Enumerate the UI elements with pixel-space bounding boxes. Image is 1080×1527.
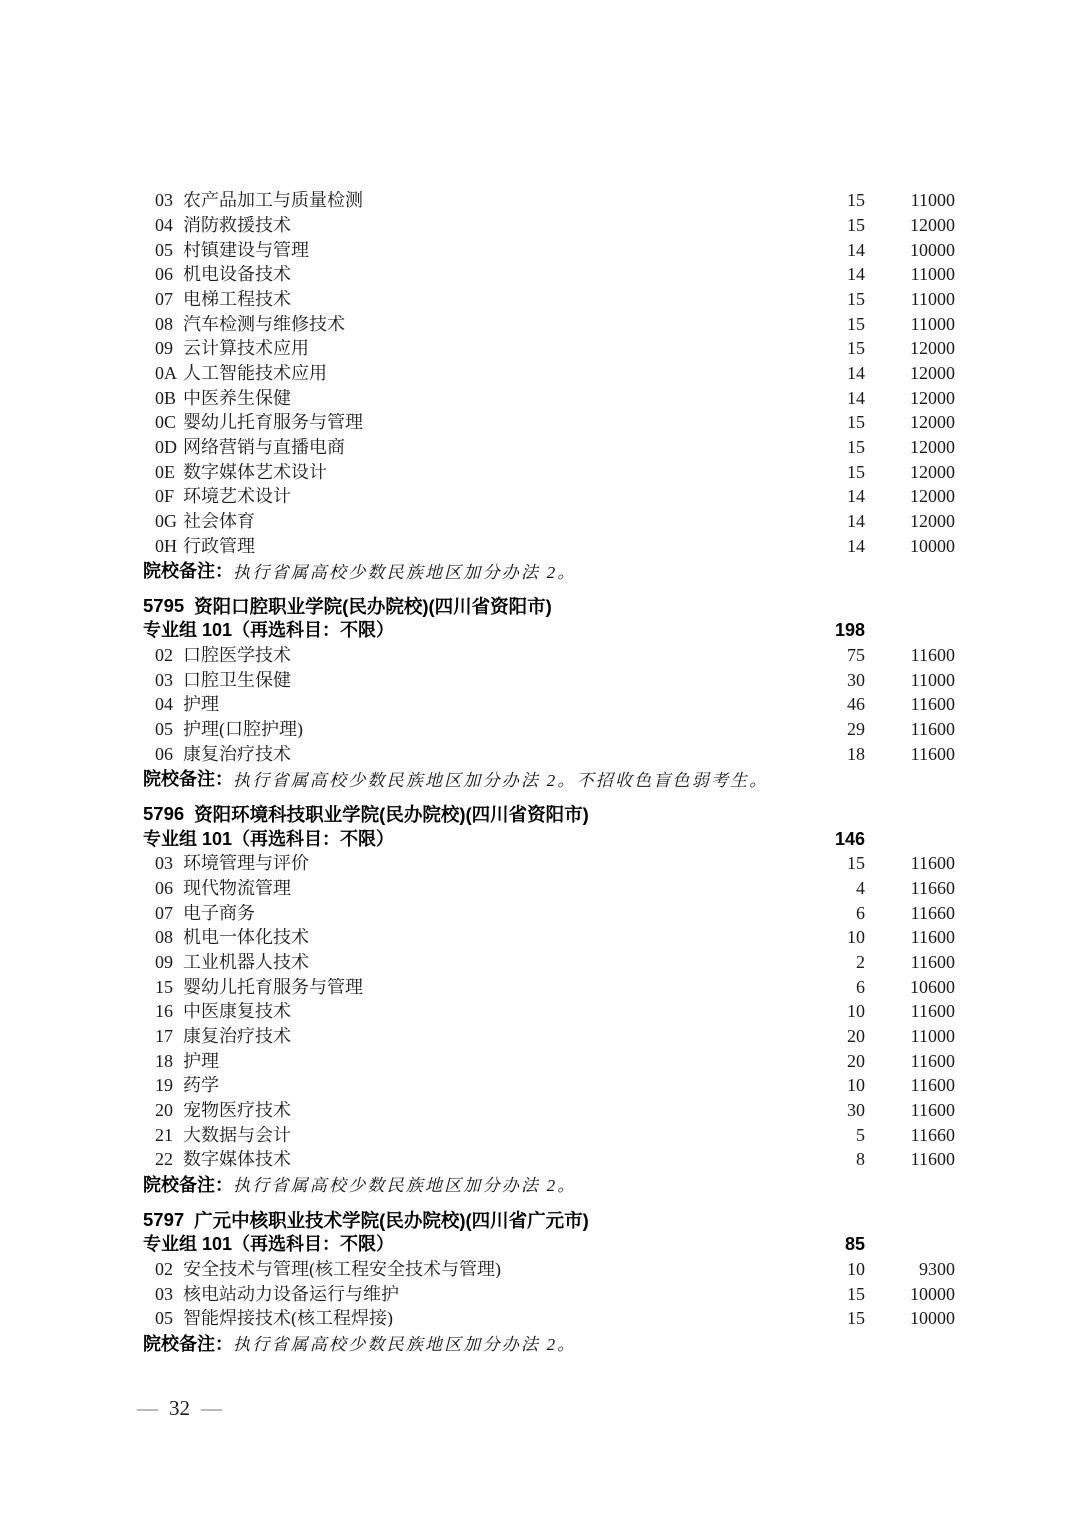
- major-fee: 11600: [910, 1001, 955, 1022]
- major-name: 婴幼儿托育服务与管理: [183, 413, 363, 432]
- major-name: 现代物流管理: [183, 879, 291, 898]
- major-fee: 11000: [910, 288, 955, 309]
- major-row: [143, 925, 955, 950]
- school-section: [143, 594, 955, 791]
- major-fee: 12000: [910, 412, 955, 433]
- major-count: 30: [847, 669, 865, 690]
- major-name: 护理(口腔护理): [183, 720, 303, 739]
- major-name: 人工智能技术应用: [183, 363, 327, 382]
- major-row: [143, 237, 955, 262]
- major-code: 0H: [155, 535, 177, 556]
- major-group-header: [143, 826, 955, 851]
- major-code: 04: [155, 214, 173, 235]
- remark-label: 院校备注：: [143, 1174, 233, 1195]
- footer-right-dash: —: [201, 1396, 222, 1420]
- major-count: 15: [847, 313, 865, 334]
- major-count: 5: [856, 1124, 865, 1145]
- major-code: 03: [155, 1283, 173, 1304]
- major-code: 0F: [155, 486, 175, 507]
- major-name: 工业机器人技术: [183, 953, 309, 972]
- major-row: [143, 692, 955, 717]
- remark-label: 院校备注：: [143, 561, 233, 582]
- major-count: 30: [847, 1099, 865, 1120]
- school-code: 5796: [143, 803, 185, 825]
- major-fee: 12000: [910, 486, 955, 507]
- major-count: 10: [847, 927, 865, 948]
- major-code: 0B: [155, 387, 177, 408]
- major-name: 大数据与会计: [183, 1125, 291, 1144]
- major-count: 15: [847, 1308, 865, 1329]
- major-fee: 10600: [910, 976, 955, 997]
- major-row: [143, 1024, 955, 1049]
- major-row: [143, 643, 955, 668]
- major-row: [143, 484, 955, 509]
- major-row: [143, 533, 955, 558]
- major-count: 14: [847, 387, 865, 408]
- major-count: 2: [856, 952, 865, 973]
- major-name: 数字媒体艺术设计: [183, 462, 327, 481]
- major-name: 宠物医疗技术: [183, 1100, 291, 1119]
- major-code: 04: [155, 694, 173, 715]
- major-count: 6: [856, 976, 865, 997]
- major-count: 14: [847, 535, 865, 556]
- major-fee: 11600: [910, 927, 955, 948]
- major-count: 10: [847, 1001, 865, 1022]
- major-fee: 11660: [910, 1124, 955, 1145]
- major-fee: 11600: [910, 1149, 955, 1170]
- major-code: 02: [155, 1258, 173, 1279]
- major-name: 中医养生保健: [183, 388, 291, 407]
- major-code: 05: [155, 1308, 173, 1329]
- major-count: 14: [847, 510, 865, 531]
- major-count: 18: [847, 743, 865, 764]
- major-row: [143, 410, 955, 435]
- major-row: [143, 1257, 955, 1282]
- major-count: 10: [847, 1075, 865, 1096]
- major-code: 06: [155, 878, 173, 899]
- remark: [143, 558, 955, 583]
- major-name: 环境艺术设计: [183, 487, 291, 506]
- major-code: 15: [155, 976, 173, 997]
- major-name: 云计算技术应用: [183, 339, 309, 358]
- major-count: 75: [847, 645, 865, 666]
- major-code: 0G: [155, 510, 177, 531]
- school-header: [143, 594, 955, 619]
- major-row: [143, 1306, 955, 1331]
- major-count: 4: [856, 878, 865, 899]
- major-group-header: [143, 1232, 955, 1257]
- major-row: [143, 385, 955, 410]
- major-name: 安全技术与管理(核工程安全技术与管理): [183, 1259, 501, 1278]
- major-fee: 11600: [910, 1099, 955, 1120]
- remark-text: 执行省属高校少数民族地区加分办法 2。: [233, 1335, 577, 1355]
- major-code: 08: [155, 927, 173, 948]
- major-row: [143, 950, 955, 975]
- major-row: [143, 262, 955, 287]
- major-row: [143, 213, 955, 238]
- major-code: 0E: [155, 461, 175, 482]
- group-label: 专业组 101（再选科目：不限）: [143, 1234, 395, 1255]
- major-count: 15: [847, 412, 865, 433]
- major-name: 康复治疗技术: [183, 1026, 291, 1045]
- major-row: [143, 974, 955, 999]
- major-count: 15: [847, 214, 865, 235]
- major-name: 智能焊接技术(核工程焊接): [183, 1309, 393, 1328]
- remark-text: 执行省属高校少数民族地区加分办法 2。不招收色盲色弱考生。: [233, 770, 769, 790]
- major-count: 20: [847, 1025, 865, 1046]
- major-row: [143, 1098, 955, 1123]
- content: [143, 188, 955, 1355]
- major-row: [143, 851, 955, 876]
- major-fee: 12000: [910, 387, 955, 408]
- major-group-header: [143, 618, 955, 643]
- major-fee: 11000: [910, 669, 955, 690]
- major-code: 0D: [155, 436, 177, 457]
- major-row: [143, 999, 955, 1024]
- major-fee: 12000: [910, 338, 955, 359]
- major-code: 17: [155, 1025, 173, 1046]
- page-number: 32: [169, 1396, 190, 1420]
- major-fee: 11000: [910, 264, 955, 285]
- major-count: 15: [847, 288, 865, 309]
- major-name: 电子商务: [183, 903, 255, 922]
- school-section: [143, 1207, 955, 1355]
- major-count: 20: [847, 1050, 865, 1071]
- school-code: 5795: [143, 594, 185, 616]
- major-name: 康复治疗技术: [183, 744, 291, 763]
- major-code: 07: [155, 902, 173, 923]
- remark: [143, 1331, 955, 1356]
- major-name: 机电一体化技术: [183, 928, 309, 947]
- school-name: 广元中核职业技术学院(民办院校)(四川省广元市): [194, 1209, 589, 1231]
- major-code: 08: [155, 313, 173, 334]
- major-code: 03: [155, 190, 173, 211]
- major-fee: 12000: [910, 436, 955, 457]
- major-name: 口腔医学技术: [183, 646, 291, 665]
- major-row: [143, 188, 955, 213]
- major-count: 14: [847, 264, 865, 285]
- remark-label: 院校备注：: [143, 769, 233, 790]
- major-name: 行政管理: [183, 536, 255, 555]
- major-name: 机电设备技术: [183, 265, 291, 284]
- major-code: 09: [155, 952, 173, 973]
- major-fee: 10000: [910, 1308, 955, 1329]
- major-code: 06: [155, 743, 173, 764]
- major-fee: 11660: [910, 902, 955, 923]
- school-name: 资阳环境科技职业学院(民办院校)(四川省资阳市): [194, 804, 589, 826]
- major-code: 18: [155, 1050, 173, 1071]
- major-fee: 12000: [910, 362, 955, 383]
- major-fee: 11600: [910, 694, 955, 715]
- major-code: 09: [155, 338, 173, 359]
- group-total: 198: [834, 620, 865, 641]
- school-name: 资阳口腔职业学院(民办院校)(四川省资阳市): [194, 595, 552, 617]
- major-name: 消防救援技术: [183, 215, 291, 234]
- major-name: 农产品加工与质量检测: [183, 191, 363, 210]
- major-name: 护理: [183, 1051, 219, 1070]
- major-row: [143, 336, 955, 361]
- group-label: 专业组 101（再选科目：不限）: [143, 620, 395, 641]
- major-fee: 10000: [910, 535, 955, 556]
- major-count: 8: [856, 1149, 865, 1170]
- major-fee: 12000: [910, 510, 955, 531]
- remark-label: 院校备注：: [143, 1333, 233, 1354]
- major-code: 05: [155, 719, 173, 740]
- major-row: [143, 509, 955, 534]
- major-code: 0C: [155, 412, 177, 433]
- major-row: [143, 287, 955, 312]
- major-count: 6: [856, 902, 865, 923]
- major-fee: 11600: [910, 719, 955, 740]
- school-header: [143, 802, 955, 827]
- page-footer: [137, 1396, 222, 1421]
- major-fee: 11660: [910, 878, 955, 899]
- major-name: 药学: [183, 1076, 219, 1095]
- school-header: [143, 1207, 955, 1232]
- major-row: [143, 1281, 955, 1306]
- major-row: [143, 361, 955, 386]
- major-fee: 11000: [910, 190, 955, 211]
- major-name: 护理: [183, 695, 219, 714]
- major-name: 网络营销与直播电商: [183, 437, 345, 456]
- major-name: 数字媒体技术: [183, 1150, 291, 1169]
- major-count: 29: [847, 719, 865, 740]
- major-row: [143, 900, 955, 925]
- major-code: 02: [155, 645, 173, 666]
- major-fee: 12000: [910, 214, 955, 235]
- major-count: 10: [847, 1258, 865, 1279]
- major-fee: 11600: [910, 1075, 955, 1096]
- major-count: 15: [847, 853, 865, 874]
- major-fee: 12000: [910, 461, 955, 482]
- major-count: 46: [847, 694, 865, 715]
- major-fee: 10000: [910, 239, 955, 260]
- group-label: 专业组 101（再选科目：不限）: [143, 828, 395, 849]
- major-row: [143, 741, 955, 766]
- major-count: 15: [847, 190, 865, 211]
- major-row: [143, 311, 955, 336]
- major-code: 05: [155, 239, 173, 260]
- remark: [143, 1172, 955, 1197]
- major-count: 14: [847, 239, 865, 260]
- major-code: 0A: [155, 362, 177, 383]
- school-code: 5797: [143, 1208, 185, 1230]
- major-fee: 11000: [910, 313, 955, 334]
- major-row: [143, 1073, 955, 1098]
- major-row: [143, 1122, 955, 1147]
- major-row: [143, 717, 955, 742]
- major-code: 03: [155, 669, 173, 690]
- major-count: 14: [847, 362, 865, 383]
- group-total: 85: [844, 1234, 865, 1255]
- major-name: 环境管理与评价: [183, 854, 309, 873]
- major-count: 15: [847, 338, 865, 359]
- major-name: 电梯工程技术: [183, 289, 291, 308]
- major-name: 核电站动力设备运行与维护: [183, 1284, 399, 1303]
- major-name: 婴幼儿托育服务与管理: [183, 977, 363, 996]
- school-section: [143, 802, 955, 1197]
- major-code: 19: [155, 1075, 173, 1096]
- major-code: 06: [155, 264, 173, 285]
- major-code: 16: [155, 1001, 173, 1022]
- major-row: [143, 1048, 955, 1073]
- remark-text: 执行省属高校少数民族地区加分办法 2。: [233, 562, 577, 582]
- major-fee: 11600: [910, 853, 955, 874]
- major-name: 村镇建设与管理: [183, 240, 309, 259]
- major-row: [143, 667, 955, 692]
- major-name: 中医康复技术: [183, 1002, 291, 1021]
- major-count: 15: [847, 1283, 865, 1304]
- footer-left-dash: —: [137, 1396, 158, 1420]
- major-code: 03: [155, 853, 173, 874]
- major-fee: 11000: [910, 1025, 955, 1046]
- major-fee: 11600: [910, 952, 955, 973]
- major-row: [143, 435, 955, 460]
- major-fee: 11600: [910, 743, 955, 764]
- major-count: 15: [847, 436, 865, 457]
- major-row: [143, 876, 955, 901]
- major-row: [143, 459, 955, 484]
- major-row: [143, 1147, 955, 1172]
- major-count: 14: [847, 486, 865, 507]
- group-total: 146: [834, 828, 865, 849]
- major-fee: 11600: [910, 1050, 955, 1071]
- major-code: 07: [155, 288, 173, 309]
- major-name: 口腔卫生保健: [183, 670, 291, 689]
- major-fee: 9300: [919, 1258, 955, 1279]
- major-count: 15: [847, 461, 865, 482]
- major-code: 22: [155, 1149, 173, 1170]
- major-fee: 11600: [910, 645, 955, 666]
- major-name: 社会体育: [183, 511, 255, 530]
- remark: [143, 766, 955, 791]
- major-name: 汽车检测与维修技术: [183, 314, 345, 333]
- remark-text: 执行省属高校少数民族地区加分办法 2。: [233, 1176, 577, 1196]
- major-fee: 10000: [910, 1283, 955, 1304]
- major-code: 20: [155, 1099, 173, 1120]
- major-code: 21: [155, 1124, 173, 1145]
- school-section: [143, 188, 955, 583]
